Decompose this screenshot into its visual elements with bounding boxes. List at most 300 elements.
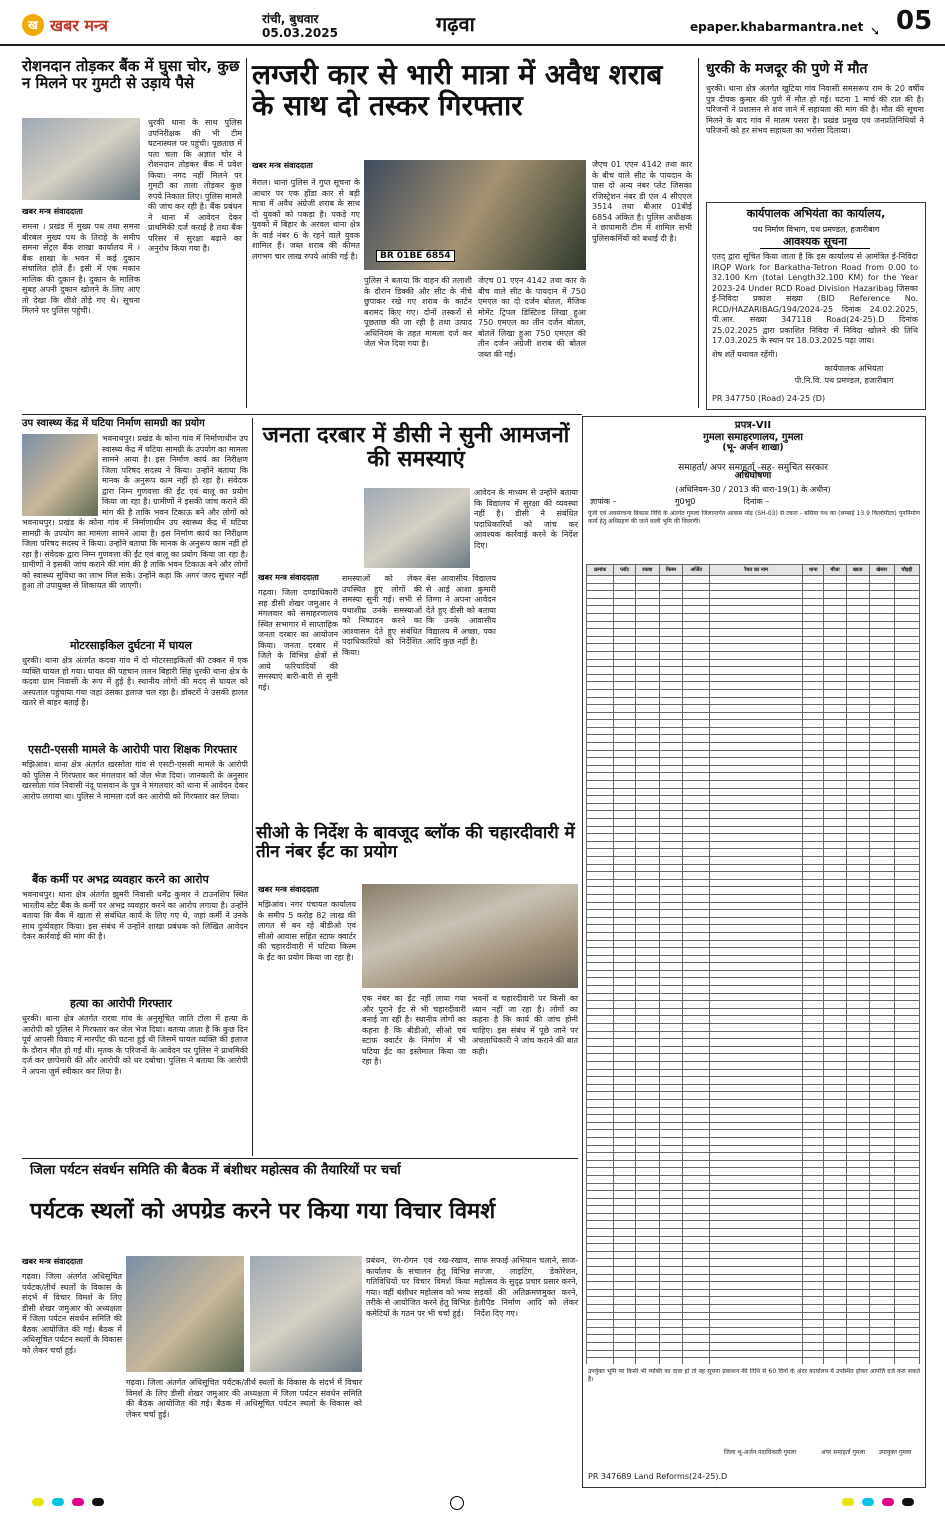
- table-cell: [710, 1206, 803, 1214]
- table-cell: [587, 1267, 614, 1275]
- table-cell: [824, 1084, 846, 1092]
- table-cell: [803, 1244, 824, 1252]
- table-cell: [846, 1191, 869, 1199]
- table-cell: [635, 970, 659, 978]
- table-cell: [683, 1327, 710, 1335]
- table-cell: [635, 811, 659, 819]
- table-cell: [894, 651, 919, 659]
- table-cell: [614, 978, 636, 986]
- table-cell: [683, 1236, 710, 1244]
- horizontal-rule: [22, 1158, 578, 1159]
- table-cell: [659, 1137, 683, 1145]
- story-body: मझिआंव। थाना क्षेत्र अंतर्गत खरसोता गांव से एसटी-एससी मामले के आरोपी को पुलिस ने गिरफ्तार कर मंगलवार को जेल भेज दिया। जानकारी के अनुसार खरसोता गांव निवासी नंदू पासवान के पुत्र ने मंगलवार को थाना में आवेदन देकर आरोप लगाया था। पुलिस ने मामला दर्ज कर आरोपी को गिरफ्तार कर लिया।: [22, 760, 248, 801]
- table-header: मौजा: [824, 565, 846, 576]
- table-row: [587, 1145, 920, 1153]
- story-body: पुलिस ने बताया कि वाहन की तलाशी के दौरान डिक्की और सीट के नीचे छुपाकर रखे गए शराब के कार्टन बरामद किए गए। दोनों तस्करों से पूछताछ की जा रही है तथा उत्पाद अधिनियम के तहत मामला दर्ज कर जेल भेज दिया गया है।: [364, 276, 472, 348]
- table-cell: [614, 819, 636, 827]
- story-byline: खबर मन्त्र संवाददाता: [22, 207, 83, 216]
- table-cell: [683, 1130, 710, 1138]
- epaper-url[interactable]: epaper.khabarmantra.net: [690, 20, 864, 34]
- table-cell: [710, 1282, 803, 1290]
- table-cell: [803, 1320, 824, 1328]
- table-cell: [587, 1122, 614, 1130]
- table-row: [587, 1312, 920, 1320]
- table-cell: [846, 796, 869, 804]
- table-row: [587, 674, 920, 682]
- table-cell: [869, 1282, 894, 1290]
- table-cell: [824, 636, 846, 644]
- table-cell: [710, 1145, 803, 1153]
- table-cell: [846, 887, 869, 895]
- table-cell: [846, 1259, 869, 1267]
- table-cell: [869, 1305, 894, 1313]
- table-row: [587, 1183, 920, 1191]
- brand-logo-icon: ख: [22, 14, 44, 36]
- table-cell: [710, 1229, 803, 1237]
- table-cell: [894, 667, 919, 675]
- table-cell: [659, 613, 683, 621]
- table-cell: [614, 940, 636, 948]
- table-cell: [710, 712, 803, 720]
- story-body: भवनों व चहारदीवारी पर किसी का ध्यान नहीं जा रहा है। लोगों का कहना है कि कार्य की जांच होनी चाहिए। इस संबंध में पूछे जाने पर अंचलाधिकारी ने जांच कराने की बात कही।: [472, 994, 578, 1056]
- table-cell: [846, 834, 869, 842]
- table-cell: [635, 606, 659, 614]
- table-cell: [803, 1198, 824, 1206]
- table-cell: [803, 955, 824, 963]
- table-cell: [659, 1305, 683, 1313]
- table-cell: [803, 1160, 824, 1168]
- table-cell: [614, 1175, 636, 1183]
- table-cell: [635, 576, 659, 584]
- table-cell: [803, 970, 824, 978]
- table-row: [587, 1153, 920, 1161]
- table-cell: [683, 1039, 710, 1047]
- table-cell: [587, 644, 614, 652]
- table-cell: [894, 948, 919, 956]
- table-cell: [614, 1130, 636, 1138]
- table-cell: [710, 1175, 803, 1183]
- table-cell: [824, 1221, 846, 1229]
- story-body: समना । प्रखंड में मुख्य पथ तथा समना बीरबल मुख्य पथ के तिराहे के समीप समना सेंट्रल बैंक शाखा कार्यालय में । बैंक शाखा के भवन में कई दुकान संचालित होते हैं। इसी में एक मकान मालिक की दुकान है। दुकान के मालिक सुबह अपनी दुकान खोलने के लिए आए तो देखा कि शीशे तोड़े गए थे। सूचना मिलने पर पुलिस पहुंची।: [22, 222, 140, 315]
- table-cell: [587, 1198, 614, 1206]
- table-cell: [803, 879, 824, 887]
- table-cell: [869, 621, 894, 629]
- table-cell: [659, 1062, 683, 1070]
- table-cell: [587, 773, 614, 781]
- table-cell: [683, 591, 710, 599]
- table-cell: [659, 621, 683, 629]
- table-cell: [869, 1221, 894, 1229]
- table-cell: [824, 1092, 846, 1100]
- story-body: भवनाथपुर। थाना क्षेत्र अंतर्गत झुमरी निवासी धर्मेंद्र कुमार ने टाउनशिप स्थित भारतीय स्टेट बैंक के कर्मी पर अभद्र व्यवहार करने का आरोप लगाया है। उन्होंने बताया कि बैंक में खाता से संबंधित कार्य के लिए गए थे, जहां कर्मी ने उनके साथ दुर्व्यवहार किया। इस संबंध में उन्होंने शाखा प्रबंधक को लिखित आवेदन देकर कार्रवाई की मांग की है।: [22, 890, 248, 941]
- table-row: [587, 705, 920, 713]
- table-cell: [710, 1084, 803, 1092]
- table-cell: [846, 674, 869, 682]
- table-cell: [635, 758, 659, 766]
- table-cell: [894, 606, 919, 614]
- table-cell: [635, 1077, 659, 1085]
- table-cell: [869, 925, 894, 933]
- table-cell: [824, 856, 846, 864]
- notice-rule: (अधिनियम-30 / 2013 की धारा-19(1) के अधीन): [675, 485, 831, 494]
- table-cell: [803, 1153, 824, 1161]
- table-cell: [803, 902, 824, 910]
- table-row: [587, 1267, 920, 1275]
- table-cell: [587, 963, 614, 971]
- table-row: [587, 1107, 920, 1115]
- table-cell: [614, 1001, 636, 1009]
- table-cell: [614, 955, 636, 963]
- table-cell: [846, 1092, 869, 1100]
- table-cell: [894, 963, 919, 971]
- table-cell: [894, 1244, 919, 1252]
- table-cell: [894, 781, 919, 789]
- table-cell: [824, 1168, 846, 1176]
- table-cell: [869, 1259, 894, 1267]
- table-cell: [710, 773, 803, 781]
- table-cell: [587, 1320, 614, 1328]
- table-cell: [683, 1213, 710, 1221]
- table-cell: [869, 826, 894, 834]
- table-cell: [846, 826, 869, 834]
- table-cell: [846, 636, 869, 644]
- table-cell: [635, 1099, 659, 1107]
- table-cell: [710, 1350, 803, 1358]
- registration-mark-icon: [450, 1496, 464, 1510]
- table-cell: [894, 811, 919, 819]
- table-cell: [635, 781, 659, 789]
- table-cell: [824, 621, 846, 629]
- table-cell: [587, 826, 614, 834]
- table-cell: [683, 1153, 710, 1161]
- table-row: [587, 1251, 920, 1259]
- table-cell: [824, 940, 846, 948]
- table-cell: [614, 841, 636, 849]
- table-cell: [824, 1229, 846, 1237]
- table-cell: [846, 1137, 869, 1145]
- table-cell: [894, 986, 919, 994]
- table-row: [587, 993, 920, 1001]
- table-cell: [683, 1077, 710, 1085]
- table-cell: [710, 796, 803, 804]
- table-cell: [869, 674, 894, 682]
- table-cell: [824, 819, 846, 827]
- table-cell: [894, 1191, 919, 1199]
- table-cell: [846, 1305, 869, 1313]
- table-cell: [683, 1016, 710, 1024]
- table-cell: [803, 925, 824, 933]
- table-cell: [869, 606, 894, 614]
- table-cell: [869, 986, 894, 994]
- table-cell: [683, 940, 710, 948]
- table-cell: [803, 1267, 824, 1275]
- table-cell: [710, 765, 803, 773]
- table-cell: [869, 591, 894, 599]
- table-cell: [846, 758, 869, 766]
- table-cell: [869, 1206, 894, 1214]
- table-cell: [659, 712, 683, 720]
- table-cell: [635, 978, 659, 986]
- table-cell: [824, 902, 846, 910]
- table-cell: [659, 667, 683, 675]
- table-cell: [824, 1024, 846, 1032]
- table-cell: [635, 720, 659, 728]
- table-cell: [824, 689, 846, 697]
- table-cell: [803, 811, 824, 819]
- table-cell: [869, 583, 894, 591]
- table-cell: [683, 743, 710, 751]
- table-row: [587, 1046, 920, 1054]
- table-cell: [824, 872, 846, 880]
- table-cell: [846, 788, 869, 796]
- table-cell: [635, 697, 659, 705]
- table-cell: [894, 1115, 919, 1123]
- table-cell: [894, 887, 919, 895]
- table-cell: [803, 1008, 824, 1016]
- table-cell: [587, 1221, 614, 1229]
- table-cell: [683, 674, 710, 682]
- table-cell: [894, 1342, 919, 1350]
- table-row: [587, 591, 920, 599]
- table-row: [587, 1236, 920, 1244]
- table-cell: [659, 849, 683, 857]
- table-cell: [614, 1168, 636, 1176]
- table-cell: [587, 606, 614, 614]
- table-cell: [869, 1274, 894, 1282]
- table-header: रैयत का नाम: [710, 565, 803, 576]
- table-cell: [803, 1183, 824, 1191]
- table-cell: [846, 712, 869, 720]
- table-row: [587, 1191, 920, 1199]
- table-row: [587, 781, 920, 789]
- table-cell: [587, 1153, 614, 1161]
- table-cell: [587, 727, 614, 735]
- table-cell: [683, 803, 710, 811]
- table-cell: [803, 1229, 824, 1237]
- story-body: मझिआंव। नगर पंचायत कार्यालय के समीप 5 करोड़ 82 लाख की लागत से बन रहे बीडीओ एवं सीओ आवास सहित स्टाफ क्वार्टर की चहारदीवारी में घटिया किस्म के ईंट का प्रयोग किया जा रहा है।: [258, 900, 356, 962]
- edition-place: रांची, बुधवार: [262, 12, 319, 26]
- table-cell: [587, 697, 614, 705]
- table-cell: [614, 1198, 636, 1206]
- table-cell: [824, 1130, 846, 1138]
- table-cell: [587, 1008, 614, 1016]
- table-row: [587, 940, 920, 948]
- table-cell: [587, 925, 614, 933]
- table-cell: [710, 887, 803, 895]
- table-cell: [683, 1107, 710, 1115]
- table-cell: [894, 925, 919, 933]
- table-row: [587, 1342, 920, 1350]
- table-cell: [587, 1137, 614, 1145]
- table-cell: [824, 1350, 846, 1358]
- table-cell: [894, 705, 919, 713]
- table-cell: [824, 963, 846, 971]
- table-cell: [635, 1107, 659, 1115]
- table-cell: [683, 1054, 710, 1062]
- table-cell: [846, 1024, 869, 1032]
- table-cell: [710, 705, 803, 713]
- table-cell: [587, 1160, 614, 1168]
- table-cell: [635, 1236, 659, 1244]
- table-cell: [846, 955, 869, 963]
- table-cell: [846, 1054, 869, 1062]
- story-byline: खबर मन्त्र संवाददाता: [258, 885, 319, 894]
- table-cell: [635, 1259, 659, 1267]
- table-cell: [803, 1001, 824, 1009]
- table-cell: [614, 993, 636, 1001]
- table-cell: [894, 841, 919, 849]
- table-cell: [894, 1312, 919, 1320]
- table-cell: [869, 1327, 894, 1335]
- table-cell: [824, 1320, 846, 1328]
- table-cell: [710, 1168, 803, 1176]
- table-cell: [803, 682, 824, 690]
- table-row: [587, 948, 920, 956]
- table-cell: [683, 925, 710, 933]
- table-cell: [846, 1350, 869, 1358]
- table-cell: [587, 993, 614, 1001]
- table-cell: [710, 993, 803, 1001]
- table-cell: [869, 598, 894, 606]
- table-header: चौहद्दी: [894, 565, 919, 576]
- table-cell: [894, 1259, 919, 1267]
- table-cell: [894, 1153, 919, 1161]
- table-cell: [587, 811, 614, 819]
- table-cell: [869, 819, 894, 827]
- table-cell: [846, 621, 869, 629]
- table-cell: [803, 1175, 824, 1183]
- table-cell: [894, 1008, 919, 1016]
- table-cell: [894, 1358, 919, 1364]
- table-cell: [587, 1289, 614, 1297]
- table-cell: [894, 978, 919, 986]
- table-cell: [846, 917, 869, 925]
- table-cell: [659, 1267, 683, 1275]
- table-header: रकबा: [635, 565, 659, 576]
- table-cell: [659, 887, 683, 895]
- table-cell: [803, 1305, 824, 1313]
- table-cell: [659, 1221, 683, 1229]
- table-cell: [894, 613, 919, 621]
- table-cell: [824, 1342, 846, 1350]
- table-cell: [869, 1046, 894, 1054]
- table-cell: [635, 940, 659, 948]
- table-cell: [894, 1305, 919, 1313]
- table-cell: [894, 1145, 919, 1153]
- table-cell: [803, 1115, 824, 1123]
- table-cell: [635, 1145, 659, 1153]
- table-cell: [894, 743, 919, 751]
- table-cell: [683, 1008, 710, 1016]
- table-cell: [587, 613, 614, 621]
- table-cell: [846, 1221, 869, 1229]
- table-cell: [659, 955, 683, 963]
- table-cell: [587, 1282, 614, 1290]
- table-cell: [683, 606, 710, 614]
- table-cell: [659, 864, 683, 872]
- table-cell: [635, 689, 659, 697]
- edition-date: 05.03.2025: [262, 26, 338, 40]
- table-cell: [587, 819, 614, 827]
- table-cell: [824, 1358, 846, 1364]
- table-cell: [659, 629, 683, 637]
- table-cell: [635, 765, 659, 773]
- table-cell: [846, 819, 869, 827]
- table-cell: [710, 667, 803, 675]
- table-cell: [846, 986, 869, 994]
- table-cell: [683, 758, 710, 766]
- table-row: [587, 1122, 920, 1130]
- table-cell: [869, 1335, 894, 1343]
- table-cell: [710, 1160, 803, 1168]
- table-cell: [894, 1267, 919, 1275]
- table-cell: [659, 841, 683, 849]
- meeting-photo: [126, 1256, 244, 1372]
- table-cell: [846, 1175, 869, 1183]
- table-cell: [803, 1016, 824, 1024]
- table-cell: [846, 705, 869, 713]
- table-cell: [824, 1145, 846, 1153]
- table-cell: [846, 682, 869, 690]
- table-cell: [824, 1039, 846, 1047]
- table-cell: [635, 1069, 659, 1077]
- table-cell: [614, 902, 636, 910]
- table-cell: [635, 826, 659, 834]
- table-cell: [894, 1039, 919, 1047]
- table-cell: [824, 955, 846, 963]
- story-body: धुरकी थाना के साथ पुलिस उपनिरीक्षक की भी टीम घटनास्थल पर पहुंची। पूछताछ में पता चला कि अज्ञात चोर ने रोशनदान तोड़कर बैंक में प्रवेश किया। नगद नहीं मिलने पर गुमटी का ताला तोड़कर कुछ रुपये निकाल लिए। पुलिस मामले की जांच कर रही है। बैंक प्रबंधन ने थाना में आवेदन देकर प्राथमिकी दर्ज कराई है तथा बैंक परिसर में सुरक्षा बढ़ाने का अनुरोध किया गया है।: [148, 118, 242, 253]
- table-cell: [869, 1024, 894, 1032]
- table-cell: [635, 735, 659, 743]
- table-cell: [894, 788, 919, 796]
- table-cell: [824, 712, 846, 720]
- table-row: [587, 1297, 920, 1305]
- table-cell: [824, 1054, 846, 1062]
- table-cell: [614, 773, 636, 781]
- table-cell: [824, 1008, 846, 1016]
- table-cell: [683, 955, 710, 963]
- table-cell: [635, 1008, 659, 1016]
- table-cell: [869, 651, 894, 659]
- table-cell: [587, 1191, 614, 1199]
- table-cell: [894, 894, 919, 902]
- table-cell: [659, 727, 683, 735]
- table-cell: [659, 1046, 683, 1054]
- table-cell: [869, 735, 894, 743]
- table-cell: [635, 834, 659, 842]
- table-cell: [869, 1358, 894, 1364]
- table-cell: [894, 727, 919, 735]
- table-row: [587, 864, 920, 872]
- table-cell: [846, 963, 869, 971]
- table-cell: [659, 1342, 683, 1350]
- table-cell: [846, 932, 869, 940]
- table-cell: [846, 1031, 869, 1039]
- table-cell: [614, 629, 636, 637]
- table-cell: [614, 894, 636, 902]
- table-cell: [659, 773, 683, 781]
- table-row: [587, 955, 920, 963]
- table-cell: [803, 1289, 824, 1297]
- table-cell: [683, 917, 710, 925]
- table-row: [587, 606, 920, 614]
- table-cell: [846, 1213, 869, 1221]
- table-cell: [614, 872, 636, 880]
- table-cell: [846, 697, 869, 705]
- table-cell: [614, 879, 636, 887]
- table-cell: [614, 1092, 636, 1100]
- table-cell: [659, 735, 683, 743]
